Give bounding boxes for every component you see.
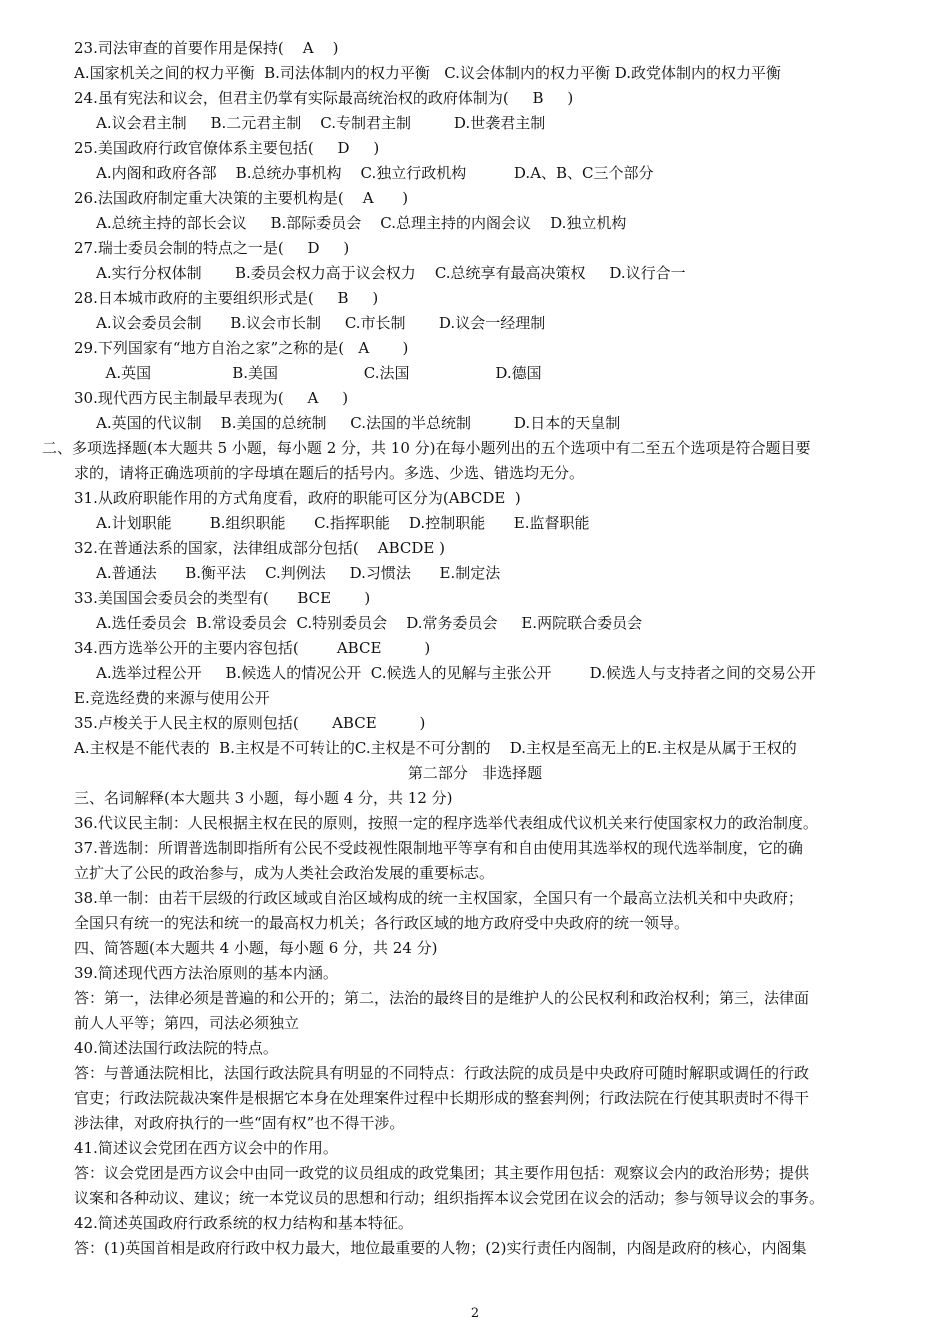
- text-line-q34e: E.竞选经费的来源与使用公开: [74, 689, 270, 707]
- text-line-q29: 29.下列国家有“地方自治之家”之称的是( A ): [74, 339, 409, 357]
- text-line-q31: 31.从政府职能作用的方式角度看，政府的职能可区分为(ABCDE ): [74, 489, 521, 507]
- text-line-q25o: A.内阁和政府各部 B.总统办事机构 C.独立行政机构 D.A、B、C三个部分: [96, 164, 654, 182]
- text-line-q26: 26.法国政府制定重大决策的主要机构是( A ): [74, 189, 409, 207]
- text-line-q42: 42.简述英国政府行政系统的权力结构和基本特征。: [74, 1214, 413, 1232]
- text-line-q33o: A.选任委员会 B.常设委员会 C.特别委员会 D.常务委员会 E.两院联合委员会: [96, 614, 643, 632]
- text-line-q36: 36.代议民主制：人民根据主权在民的原则，按照一定的程序选举代表组成代议机关来行使国家权力的政治制度。: [74, 814, 818, 832]
- text-line-q40c: 涉法律，对政府执行的一些“固有权”也不得干涉。: [74, 1114, 405, 1132]
- text-line-q28o: A.议会委员会制 B.议会市长制 C.市长制 D.议会一经理制: [96, 314, 546, 332]
- text-line-q32: 32.在普通法系的国家，法律组成部分包括( ABCDE ): [74, 539, 445, 557]
- text-line-q42a: 答：(1)英国首相是政府行政中权力最大，地位最重要的人物；(2)实行责任内阁制，内阁是政府的核心，内阁集: [74, 1239, 807, 1257]
- text-line-q38a: 38.单一制：由若干层级的行政区域或自治区域构成的统一主权国家，全国只有一个最高立法机关和中央政府；: [74, 889, 803, 907]
- text-line-q26o: A.总统主持的部长会议 B.部际委员会 C.总理主持的内阁会议 D.独立机构: [96, 214, 627, 232]
- text-line-q23o: A.国家机关之间的权力平衡 B.司法体制内的权力平衡 C.议会体制内的权力平衡 D.政党体制内的权力平衡: [74, 64, 781, 82]
- text-line-q34o: A.选举过程公开 B.候选人的情况公开 C.候选人的见解与主张公开 D.候选人与支持者之间的交易公开: [96, 664, 816, 682]
- text-line-q31o: A.计划职能 B.组织职能 C.指挥职能 D.控制职能 E.监督职能: [96, 514, 590, 532]
- text-line-s4: 四、简答题(本大题共 4 小题，每小题 6 分，共 24 分): [74, 939, 438, 957]
- text-line-q24: 24.虽有宪法和议会，但君主仍掌有实际最高统治权的政府体制为( B ): [74, 89, 574, 107]
- text-line-q27o: A.实行分权体制 B.委员会权力高于议会权力 C.总统享有最高决策权 D.议行合一: [96, 264, 686, 282]
- text-line-q30o: A.英国的代议制 B.美国的总统制 C.法国的半总统制 D.日本的天皇制: [96, 414, 621, 432]
- page-number: 2: [470, 1306, 480, 1321]
- text-line-q29o: A.英国 B.美国 C.法国 D.德国: [96, 364, 542, 382]
- text-line-q41a: 答：议会党团是西方议会中由同一政党的议员组成的政党集团；其主要作用包括：观察议会内的政治形势；提供: [74, 1164, 810, 1182]
- text-line-q41: 41.简述议会党团在西方议会中的作用。: [74, 1139, 338, 1157]
- text-line-q34: 34.西方选举公开的主要内容包括( ABCE ): [74, 639, 431, 657]
- text-line-q24o: A.议会君主制 B.二元君主制 C.专制君主制 D.世袭君主制: [96, 114, 546, 132]
- text-line-q38b: 全国只有统一的宪法和统一的最高权力机关；各行政区域的地方政府受中央政府的统一领导。: [74, 914, 690, 932]
- text-line-q28: 28.日本城市政府的主要组织形式是( B ): [74, 289, 379, 307]
- text-line-q23: 23.司法审查的首要作用是保持( A ): [74, 39, 339, 57]
- text-line-q35o: A.主权是不能代表的 B.主权是不可转让的C.主权是不可分割的 D.主权是至高无上的E.主权是从属于王权的: [74, 739, 797, 757]
- text-line-s2a: 二、多项选择题(本大题共 5 小题，每小题 2 分，共 10 分)在每小题列出的五个选项中有二至五个选项是符合题目要: [42, 439, 811, 457]
- text-line-q41b: 议案和各种动议、建议；统一本党议员的思想和行动；组织指挥本议会党团在议会的活动；参与领导议会的事务。: [74, 1189, 825, 1207]
- part-two-title: 第二部分 非选择题: [407, 764, 543, 782]
- text-line-q37b: 立扩大了公民的政治参与，成为人类社会政治发展的重要标志。: [74, 864, 495, 882]
- text-line-q27: 27.瑞士委员会制的特点之一是( D ): [74, 239, 350, 257]
- text-line-q39a: 答：第一，法律必须是普遍的和公开的；第二，法治的最终目的是维护人的公民权利和政治权利；第三，法律面: [74, 989, 810, 1007]
- text-line-s2b: 求的，请将正确选项前的字母填在题后的括号内。多选、少选、错选均无分。: [74, 464, 585, 482]
- section-three-heading: 三、名词解释(本大题共 3 小题，每小题 4 分，共 12 分): [74, 789, 453, 807]
- text-line-q25: 25.美国政府行政官僚体系主要包括( D ): [74, 139, 380, 157]
- text-line-q32o: A.普通法 B.衡平法 C.判例法 D.习惯法 E.制定法: [96, 564, 501, 582]
- text-line-q40: 40.简述法国行政法院的特点。: [74, 1039, 278, 1057]
- text-line-q40a: 答：与普通法院相比，法国行政法院具有明显的不同特点：行政法院的成员是中央政府可随时解职或调任的行政: [74, 1064, 810, 1082]
- text-line-q39b: 前人人平等；第四，司法必须独立: [74, 1014, 300, 1032]
- text-line-q35: 35.卢梭关于人民主权的原则包括( ABCE ): [74, 714, 426, 732]
- text-line-q39: 39.简述现代西方法治原则的基本内涵。: [74, 964, 338, 982]
- text-line-q37a: 37.普选制：所谓普选制即指所有公民不受歧视性限制地平等享有和自由使用其选举权的现代选举制度，它的确: [74, 839, 803, 857]
- text-line-q33: 33.美国国会委员会的类型有( BCE ): [74, 589, 371, 607]
- text-line-q40b: 官吏；行政法院裁决案件是根据它本身在处理案件过程中长期形成的整套判例；行政法院在行使其职责时不得干: [74, 1089, 810, 1107]
- text-line-q30: 30.现代西方民主制最早表现为( A ): [74, 389, 349, 407]
